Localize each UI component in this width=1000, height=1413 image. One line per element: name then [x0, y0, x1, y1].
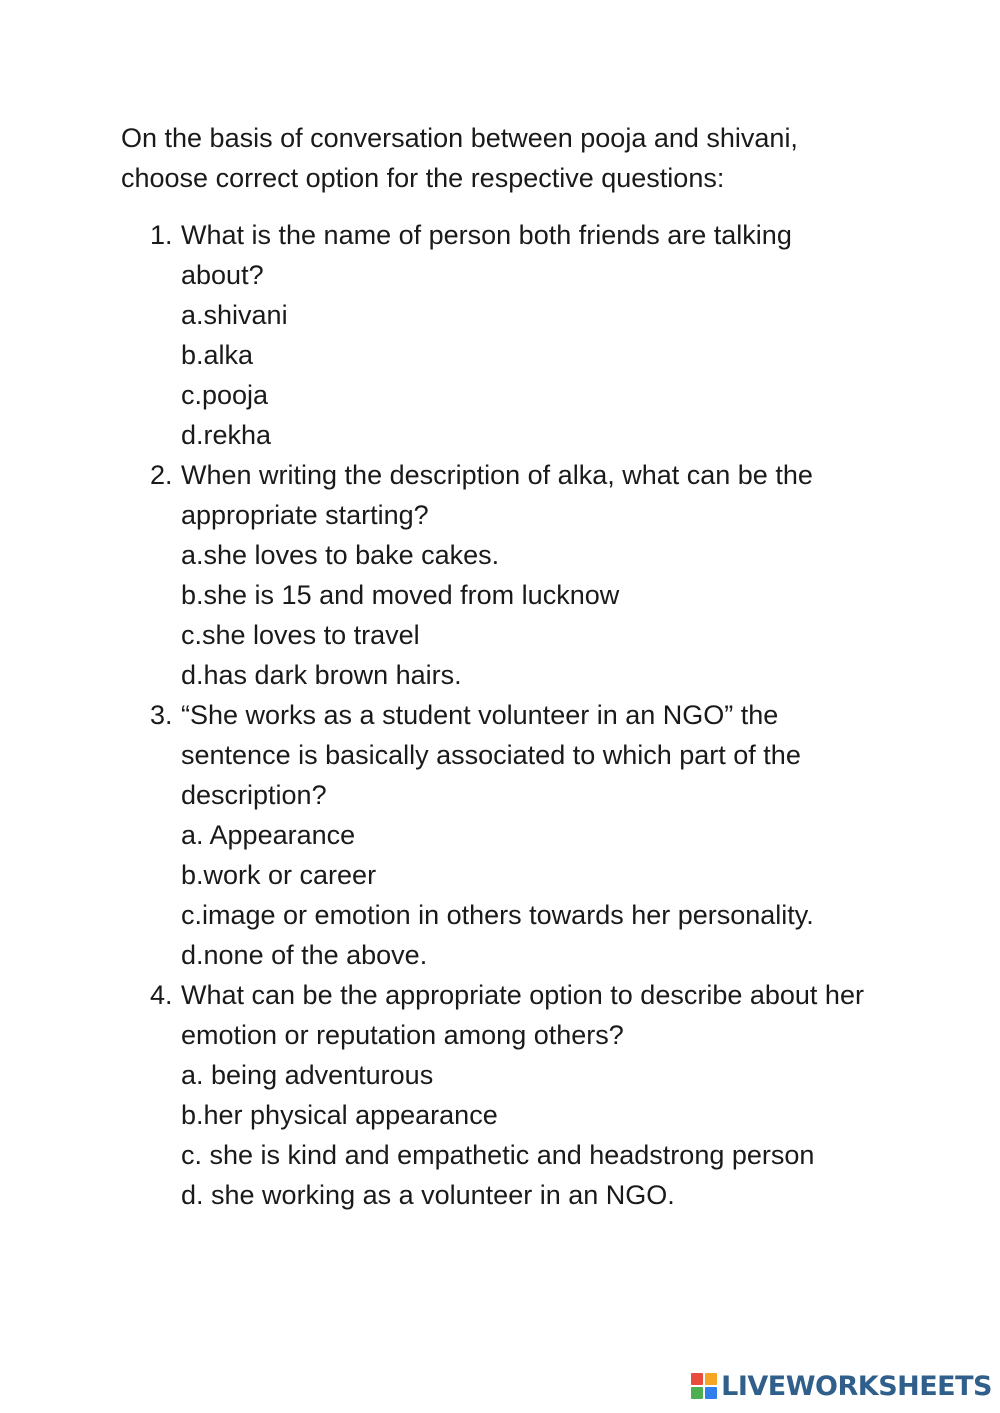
question-text: What can be the appropriate option to describe about her emotion or reputation among others?: [181, 980, 864, 1050]
option-d[interactable]: d. she working as a volunteer in an NGO.: [181, 1180, 675, 1210]
option-c[interactable]: c.she loves to travel: [181, 620, 420, 650]
question-number: 3.: [150, 700, 173, 730]
logo-square-2: [705, 1373, 717, 1385]
question-2: [0, 455, 881, 695]
question-1: [0, 215, 881, 455]
question-4: [0, 975, 881, 1215]
option-c[interactable]: c.image or emotion in others towards her personality.: [181, 900, 814, 930]
question-3: [0, 695, 881, 975]
question-text: When writing the description of alka, what can be the appropriate starting?: [181, 460, 813, 530]
instructions: [121, 118, 901, 198]
question-text: What is the name of person both friends are talking about?: [181, 220, 792, 290]
question-list: [0, 215, 1000, 1215]
option-a[interactable]: a. Appearance: [181, 820, 356, 850]
option-b[interactable]: b.she is 15 and moved from lucknow: [181, 580, 620, 610]
question-number: 4.: [150, 980, 173, 1010]
option-a[interactable]: a. being adventurous: [181, 1060, 434, 1090]
liveworksheets-brand-text: LIVEWORKSHEETS: [721, 1370, 992, 1402]
option-d[interactable]: d.has dark brown hairs.: [181, 660, 462, 690]
option-b[interactable]: b.her physical appearance: [181, 1100, 498, 1130]
option-c[interactable]: c.pooja: [181, 380, 269, 410]
option-d[interactable]: d.rekha: [181, 420, 272, 450]
logo-square-1: [691, 1373, 703, 1385]
question-number: 2.: [150, 460, 173, 490]
option-d[interactable]: d.none of the above.: [181, 940, 428, 970]
instructions-line-1: On the basis of conversation between pooja and shivani,: [121, 123, 798, 153]
instructions-line-2: choose correct option for the respective questions:: [121, 163, 725, 193]
option-a[interactable]: a.she loves to bake cakes.: [181, 540, 500, 570]
option-b[interactable]: b.work or career: [181, 860, 377, 890]
liveworksheets-logo: [691, 1371, 992, 1401]
option-a[interactable]: a.shivani: [181, 300, 288, 330]
logo-square-4: [705, 1387, 717, 1399]
option-c[interactable]: c. she is kind and empathetic and headstrong person: [181, 1140, 815, 1170]
question-text: “She works as a student volunteer in an NGO” the sentence is basically associated to which part of the description?: [181, 700, 801, 810]
question-number: 1.: [150, 220, 173, 250]
option-b[interactable]: b.alka: [181, 340, 254, 370]
logo-square-3: [691, 1387, 703, 1399]
liveworksheets-logo-icon: [691, 1373, 717, 1399]
